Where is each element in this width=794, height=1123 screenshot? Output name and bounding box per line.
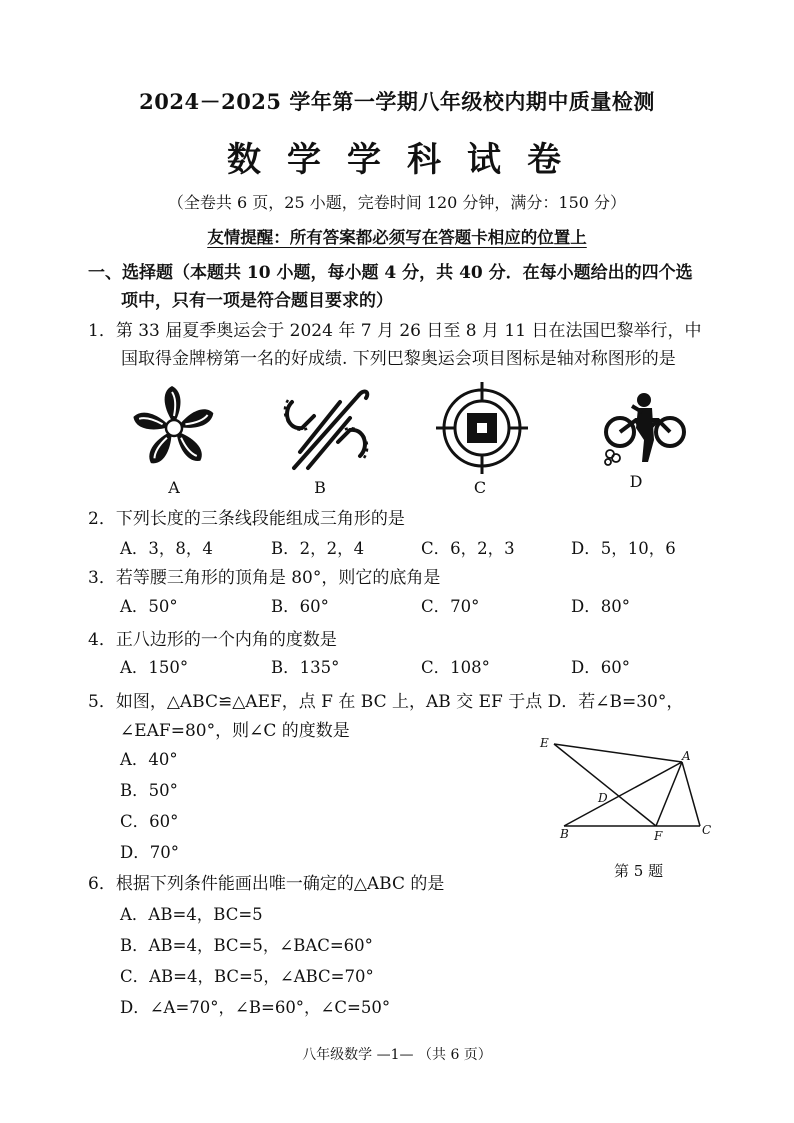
pinwheel-icon — [128, 382, 220, 474]
q2-option-d: D．5，10，6 — [571, 539, 676, 558]
q5-option-d: D．70° — [120, 843, 179, 862]
q5-stem: 5．如图，△ABC≌△AEF，点 F 在 BC 上，AB 交 EF 于点 D．若∠B=30°， — [88, 692, 684, 712]
q4-option-b: B．135° — [271, 658, 340, 677]
q6-option-d: D．∠A=70°，∠B=60°，∠C=50° — [120, 998, 391, 1017]
q2-option-a: A．3，8，4 — [120, 539, 213, 558]
q5-option-a: A．40° — [120, 750, 178, 769]
point-a-label: A — [682, 749, 691, 763]
q2-option-b: B．2，2，4 — [271, 539, 365, 558]
q4-option-c: C．108° — [421, 658, 490, 677]
q5-option-b: B．50° — [120, 781, 178, 800]
triangle-figure — [534, 732, 724, 844]
reminder: 友情提醒：所有答案都必须写在答题卡相应的位置上 — [207, 228, 587, 247]
subject-title: 数学学科试卷 — [227, 140, 587, 180]
q4-option-d: D．60° — [571, 658, 630, 677]
q3-option-c: C．70° — [421, 597, 480, 616]
target-icon — [434, 380, 530, 476]
point-d-label: D — [598, 791, 608, 805]
option-c-label: C — [473, 478, 487, 497]
figure-caption: 第 5 题 — [614, 862, 664, 880]
q4-stem: 4．正八边形的一个内角的度数是 — [88, 630, 337, 650]
q6-option-a: A．AB=4，BC=5 — [120, 905, 263, 924]
q6-option-c: C．AB=4，BC=5，∠ABC=70° — [120, 967, 374, 986]
q1-stem: 1．第 33 届夏季奥运会于 2024 年 7 月 26 日至 8 月 11 日在法国巴黎举行，中 — [88, 321, 702, 341]
point-c-label: C — [702, 823, 712, 837]
q6-stem: 6．根据下列条件能画出唯一确定的△ABC 的是 — [88, 874, 445, 894]
q3-stem: 3．若等腰三角形的顶角是 80°，则它的底角是 — [88, 568, 441, 588]
q2-option-c: C．6，2，3 — [421, 539, 515, 558]
q1-stem-cont: 国取得金牌榜第一名的好成绩. 下列巴黎奥运会项目图标是轴对称图形的是 — [121, 349, 676, 369]
point-e-label: E — [540, 736, 549, 750]
q3-option-d: D．80° — [571, 597, 630, 616]
q5-option-c: C．60° — [120, 812, 179, 831]
hockey-sticks-icon — [280, 382, 372, 476]
cyclist-icon — [602, 392, 692, 472]
option-d-label: D — [629, 472, 643, 491]
q3-option-a: A．50° — [120, 597, 178, 616]
section-heading: 一、选择题（本题共 10 小题，每小题 4 分，共 40 分．在每小题给出的四个选 — [88, 263, 693, 283]
q2-stem: 2．下列长度的三条线段能组成三角形的是 — [88, 509, 405, 529]
section-heading-cont: 项中，只有一项是符合题目要求的） — [121, 291, 393, 311]
option-a-label: A — [168, 478, 180, 497]
q3-option-b: B．60° — [271, 597, 329, 616]
q4-option-a: A．150° — [120, 658, 189, 677]
exam-info: （全卷共 6 页，25 小题，完卷时间 120 分钟，满分：150 分） — [167, 193, 627, 212]
page-footer: 八年级数学 —1— （共 6 页） — [302, 1047, 492, 1063]
point-b-label: B — [560, 827, 569, 841]
option-b-label: B — [314, 478, 326, 497]
q6-option-b: B．AB=4，BC=5，∠BAC=60° — [120, 936, 373, 955]
exam-title: 2024－2025 学年第一学期八年级校内期中质量检测 — [139, 89, 655, 114]
point-f-label: F — [654, 829, 663, 843]
q5-stem-cont: ∠EAF=80°，则∠C 的度数是 — [120, 721, 350, 741]
